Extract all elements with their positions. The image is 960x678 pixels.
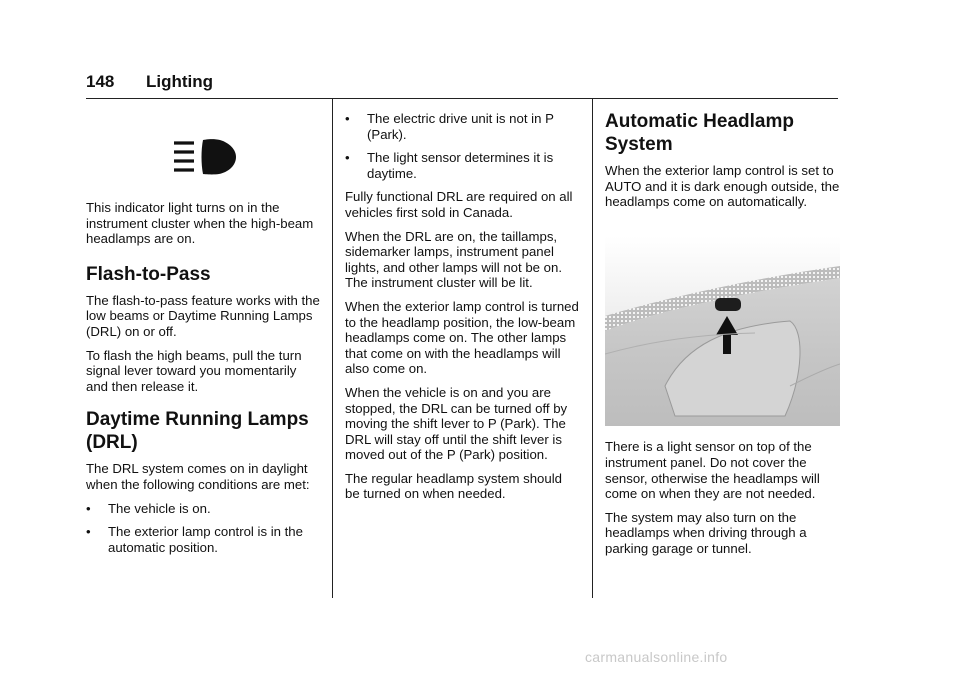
drl-paragraph-1: The DRL system comes on in daylight when the following conditions are met: [86, 461, 310, 492]
flash-paragraph-1: The flash-to-pass feature works with the low beams or Daytime Running Lamps (DRL) on or off. [86, 292, 320, 339]
watermark: carmanualsonline.info [585, 649, 728, 665]
auto-headlamp-paragraph-1: When the exterior lamp control is set to AUTO and it is dark enough outside, the headlamps come on automatically. [605, 163, 840, 210]
auto-headlamp-heading: Automatic Headlamp System [605, 111, 794, 155]
page-number: 148 [86, 72, 115, 91]
indicator-description: This indicator light turns on in the instrument cluster when the high-beam headlamps are on. [86, 200, 314, 247]
bullet-marker: • [86, 524, 91, 540]
bullet-marker: • [345, 150, 350, 166]
column-divider-1 [332, 98, 333, 598]
column-3 [605, 110, 840, 565]
drl-paragraph-6: The regular headlamp system should be turned on when needed. [345, 470, 562, 502]
column-divider-2 [592, 98, 593, 598]
list-item [345, 150, 580, 181]
drl-paragraph-3: When the DRL are on, the taillamps, sidemarker lamps, instrument panel lights, and other lamps will not be on. The instrument cluster will be lit. [345, 228, 562, 291]
light-sensor-photo [605, 236, 840, 426]
page-header [86, 72, 838, 99]
flash-to-pass-heading: Flash-to-Pass [86, 263, 211, 285]
list-item [345, 111, 580, 142]
auto-headlamp-paragraph-3: The system may also turn on the headlamps when driving through a parking garage or tunnel. [605, 509, 807, 556]
bullet-text: The light sensor determines it is daytime. [367, 150, 554, 181]
bullet-marker: • [86, 500, 91, 516]
bullet-text: The exterior lamp control is in the automatic position. [108, 524, 303, 555]
column-2 [345, 111, 580, 510]
column-1 [86, 110, 322, 563]
high-beam-indicator-icon [172, 137, 238, 177]
section-title: Lighting [146, 72, 214, 91]
auto-headlamp-paragraph-2: There is a light sensor on top of the instrument panel. Do not cover the sensor, otherwise the headlamps will come on when they are not needed. [605, 439, 820, 502]
indicator-figure [86, 110, 322, 200]
list-item [86, 524, 322, 555]
flash-paragraph-2: To flash the high beams, pull the turn signal lever toward you momentarily and then release it. [86, 347, 302, 394]
drl-paragraph-4: When the exterior lamp control is turned to the headlamp position, the low-beam headlamps come on. The other lamps that come on with the headlamps will also come on. [345, 298, 579, 377]
bullet-text: The electric drive unit is not in P (Park). [367, 111, 554, 142]
drl-paragraph-5: When the vehicle is on and you are stopped, the DRL can be turned off by moving the shift lever to P (Park). The DRL will stay off until the shift lever is moved out of the P (Park) position. [345, 384, 568, 463]
drl-paragraph-2: Fully functional DRL are required on all vehicles first sold in Canada. [345, 189, 573, 220]
drl-heading: Daytime Running Lamps (DRL) [86, 409, 309, 454]
bullet-marker: • [345, 111, 350, 126]
list-item [86, 501, 322, 517]
bullet-text: The vehicle is on. [108, 500, 211, 516]
